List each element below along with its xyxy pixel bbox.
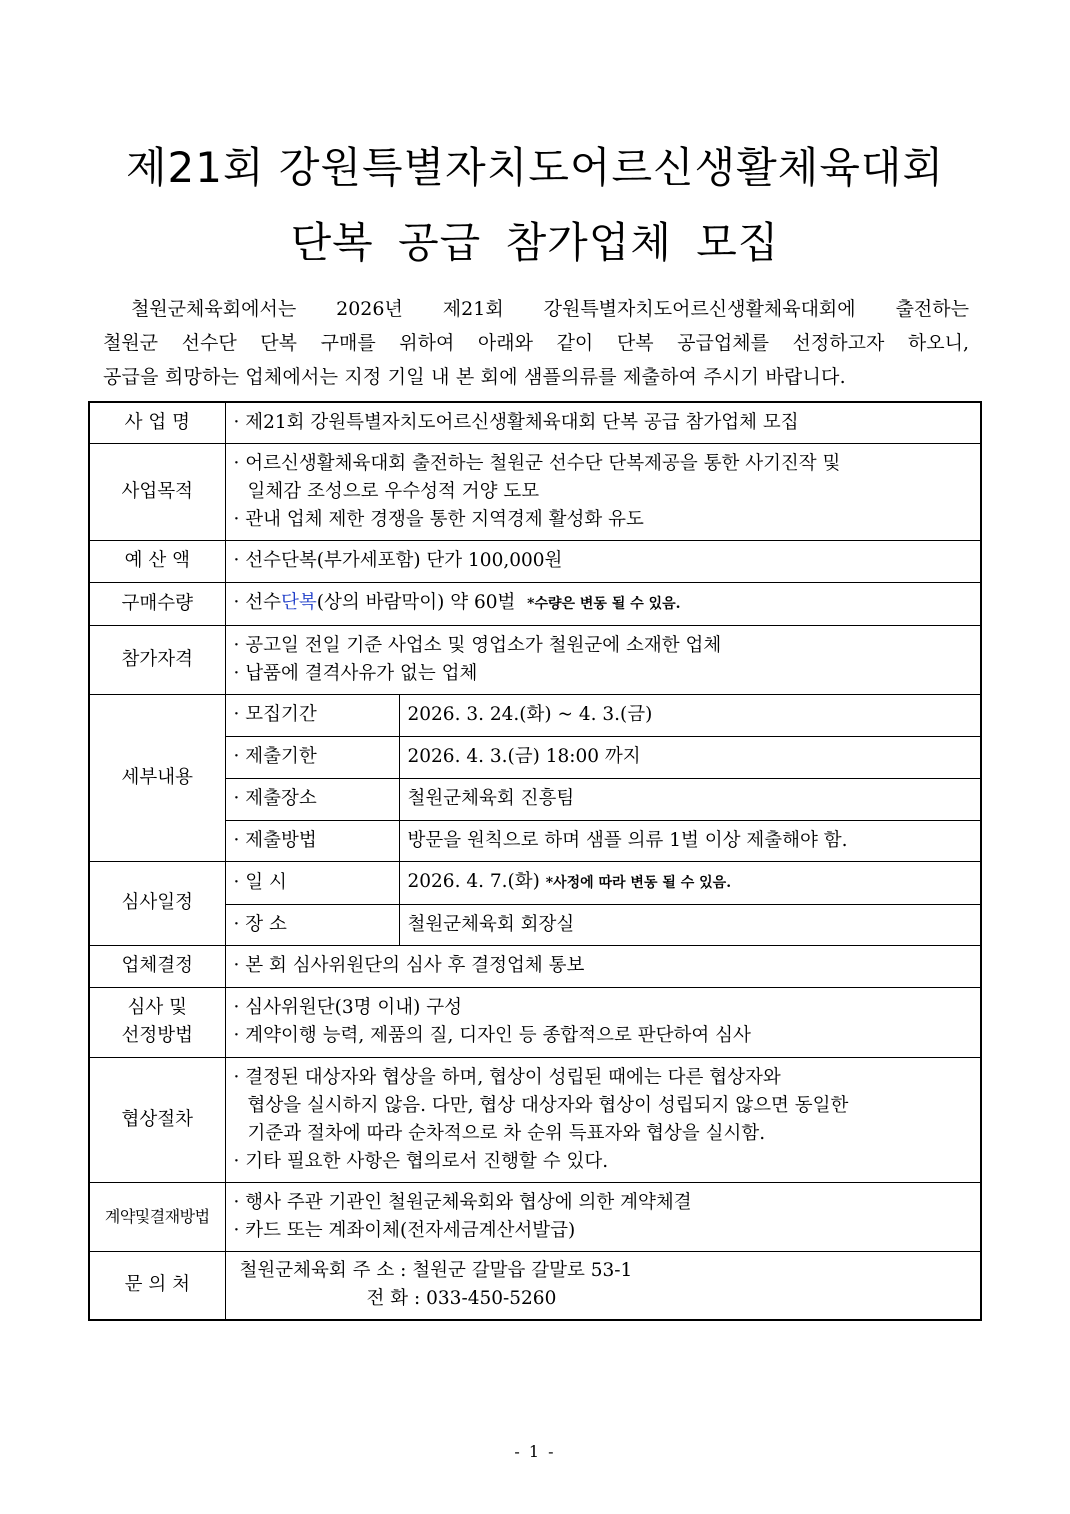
details-value-4: 방문을 원칙으로 하며 샘플 의류 1벌 이상 제출해야 함.: [399, 820, 981, 861]
value-budget: · 선수단복(부가세포함) 단가 100,000원: [225, 540, 981, 582]
review-date-note: *사정에 따라 변동 될 수 있음.: [545, 875, 732, 891]
eligibility-item-2: · 납품에 결격사유가 없는 업체: [233, 662, 478, 684]
contract-item-2: · 카드 또는 계좌이체(전자세금계산서발급): [233, 1219, 576, 1241]
row-purpose: [89, 443, 981, 540]
document-title-line1: 제21회 강원특별자치도어르신생활체육대회: [125, 143, 945, 192]
review-date-text: 2026. 4. 7.(화): [407, 871, 540, 892]
purpose-item-2: · 관내 업체 제한 경쟁을 통한 지역경제 활성화 유도: [233, 508, 644, 530]
contact-address: 철원군 갈말읍 갈말로 53-1: [412, 1260, 633, 1282]
details-value-1: 2026. 3. 24.(화) ~ 4. 3.(금): [399, 694, 981, 736]
document-title-line2: 단복 공급 참가업체 모집: [290, 218, 780, 267]
label-decision: 업체결정: [89, 945, 225, 987]
label-quantity: 구매수량: [89, 582, 225, 625]
row-contract: [89, 1182, 981, 1251]
row-negotiation: [89, 1057, 981, 1182]
recruitment-table: [88, 401, 982, 1321]
details-key-3: · 제출장소: [225, 778, 399, 820]
review-date-value: [399, 861, 981, 904]
label-selection: [89, 987, 225, 1057]
label-negotiation: 협상절차: [89, 1057, 225, 1182]
review-date-key: · 일 시: [225, 861, 399, 904]
details-key-2: · 제출기한: [225, 736, 399, 778]
purpose-item-1-cont: 일체감 조성으로 우수성적 거양 도모: [247, 480, 540, 502]
row-quantity: [89, 582, 981, 625]
intro-line-2: 철원군 선수단 단복 구매를 위하여 아래와 같이 단복 공급업체를 선정하고자 하오니,: [103, 332, 969, 354]
details-key-4: · 제출방법: [225, 820, 399, 861]
details-value-2: 2026. 4. 3.(금) 18:00 까지: [399, 736, 981, 778]
row-contact: [89, 1251, 981, 1320]
contact-phone-line: [240, 1285, 973, 1313]
label-contract: 계약및결재방법: [89, 1182, 225, 1251]
negotiation-item-1-cont-2: 기준과 절차에 따라 순차적으로 차 순위 득표자와 협상을 실시함.: [247, 1122, 766, 1144]
value-selection: [225, 987, 981, 1057]
value-project-name: · 제21회 강원특별자치도어르신생활체육대회 단복 공급 참가업체 모집: [225, 402, 981, 443]
value-quantity: [225, 582, 981, 625]
review-place-value: 철원군체육회 회장실: [399, 904, 981, 945]
page-number: - 1 -: [514, 1442, 556, 1461]
selection-item-2: · 계약이행 능력, 제품의 질, 디자인 등 종합적으로 판단하여 심사: [233, 1025, 751, 1046]
quantity-suffix: (상의 바람막이) 약 60벌: [316, 592, 516, 613]
intro-line-1: 철원군체육회에서는 2026년 제21회 강원특별자치도어르신생활체육대회에 출전하는: [131, 298, 969, 320]
label-review-schedule: 심사일정: [89, 861, 225, 945]
quantity-prefix: · 선수: [233, 592, 282, 613]
row-review-date: [89, 861, 981, 904]
contact-address-label: 주 소 :: [352, 1260, 407, 1282]
quantity-note: *수량은 변동 될 수 있음.: [527, 596, 681, 612]
label-selection-line2: 선정방법: [121, 1025, 193, 1046]
contact-phone-label: 전 화 :: [366, 1288, 421, 1310]
label-eligibility: 참가자격: [89, 625, 225, 694]
label-budget: 예 산 액: [89, 540, 225, 582]
negotiation-item-1: · 결정된 대상자와 협상을 하며, 협상이 성립된 때에는 다른 협상자와: [233, 1066, 781, 1088]
label-selection-line1: 심사 및: [127, 997, 187, 1018]
value-contract: [225, 1182, 981, 1251]
intro-paragraph: [103, 292, 969, 394]
contact-phone: 033-450-5260: [426, 1288, 557, 1310]
details-value-3: 철원군체육회 진흥팀: [399, 778, 981, 820]
row-eligibility: [89, 625, 981, 694]
selection-item-1: · 심사위원단(3명 이내) 구성: [233, 997, 462, 1018]
value-contact: [225, 1251, 981, 1320]
label-project-name: 사 업 명: [89, 402, 225, 443]
negotiation-item-2: · 기타 필요한 사항은 협의로서 진행할 수 있다.: [233, 1150, 609, 1172]
row-project-name: [89, 402, 981, 443]
intro-line-3: 공급을 희망하는 업체에서는 지정 기일 내 본 회에 샘플의류를 제출하여 주시기 바랍니다.: [103, 366, 846, 388]
value-purpose: [225, 443, 981, 540]
label-contact: 문 의 처: [89, 1251, 225, 1320]
contact-address-line: [240, 1257, 973, 1285]
row-decision: [89, 945, 981, 987]
label-details: 세부내용: [89, 694, 225, 861]
eligibility-item-1: · 공고일 전일 기준 사업소 및 영업소가 철원군에 소재한 업체: [233, 634, 722, 656]
value-eligibility: [225, 625, 981, 694]
negotiation-item-1-cont-1: 협상을 실시하지 않음. 다만, 협상 대상자와 협상이 성립되지 않으면 동일한: [247, 1094, 849, 1116]
purpose-item-1: · 어르신생활체육대회 출전하는 철원군 선수단 단복제공을 통한 사기진작 및: [233, 452, 841, 474]
review-place-key: · 장 소: [225, 904, 399, 945]
details-key-1: · 모집기간: [225, 694, 399, 736]
contract-item-1: · 행사 주관 기관인 철원군체육회와 협상에 의한 계약체결: [233, 1191, 692, 1213]
value-decision: · 본 회 심사위원단의 심사 후 결정업체 통보: [225, 945, 981, 987]
row-details-1: [89, 694, 981, 736]
value-negotiation: [225, 1057, 981, 1182]
contact-org: 철원군체육회: [239, 1260, 347, 1282]
quantity-highlight: 단복: [281, 592, 317, 613]
row-budget: [89, 540, 981, 582]
label-purpose: 사업목적: [89, 443, 225, 540]
row-selection: [89, 987, 981, 1057]
